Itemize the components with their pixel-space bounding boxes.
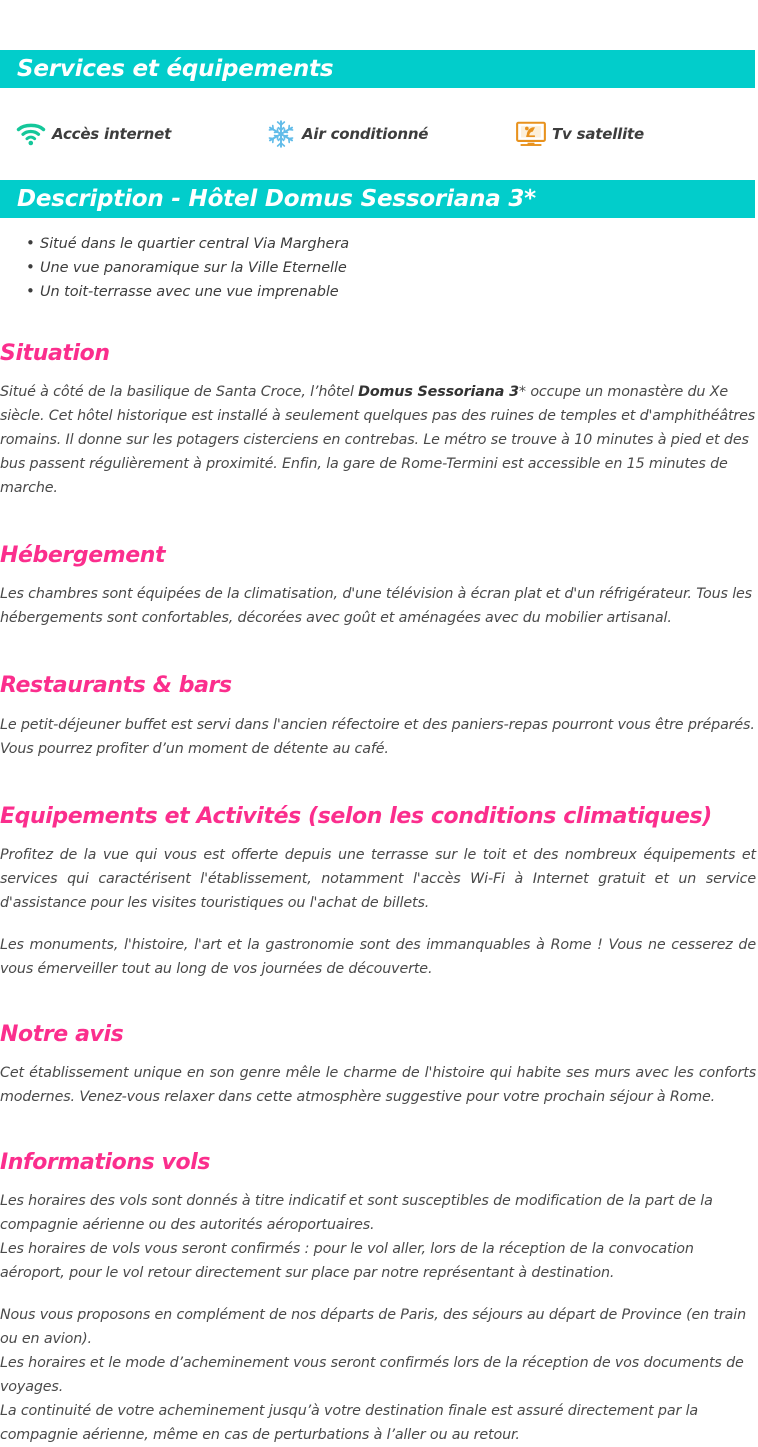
snowflake-icon — [260, 119, 302, 149]
list-item: • Une vue panoramique sur la Ville Eternelle — [40, 256, 758, 280]
wifi-icon — [10, 122, 52, 146]
services-list — [0, 88, 758, 180]
list-item: • Situé dans le quartier central Via Marghera — [40, 232, 758, 256]
section-notre-avis — [0, 1023, 756, 1109]
section-restaurants-bars — [0, 674, 756, 760]
hotel-name-bold: Domus Sessoriana 3 — [358, 384, 519, 400]
section-equipements-activites — [0, 805, 756, 981]
service-item-air-conditionne — [260, 119, 510, 149]
list-item: • Un toit-terrasse avec une vue imprenable — [40, 280, 758, 304]
section-paragraph: Les horaires des vols sont donnés à titre indicatif et sont susceptibles de modification de la part de la compagnie aérienne ou des autorités aéroportuaires. — [0, 1189, 756, 1237]
description-banner-title: Description - Hôtel Domus Sessoriana 3* — [0, 188, 536, 211]
paragraph-suffix: * occupe un monastère du Xe siècle. Cet hôtel historique est installé à seulement quelques pas des ruines de temples et d'amphithéâtres romains. Il donne sur les potagers cisterciens en contrebas. Le métro se trouve à 10 minutes à pied et des bus passent régulièrement à proximité. Enfin, la gare de Rome-Termini est accessible en 15 minutes de marche. — [0, 384, 755, 496]
service-label: Air conditionné — [302, 125, 428, 143]
service-item-tv-satellite — [510, 121, 758, 147]
service-item-acces-internet — [10, 122, 260, 146]
section-title: Informations vols — [0, 1151, 756, 1175]
section-title: Equipements et Activités (selon les conditions climatiques) — [0, 805, 756, 829]
service-label: Tv satellite — [552, 125, 644, 143]
services-banner-title: Services et équipements — [0, 58, 333, 81]
section-paragraph: Profitez de la vue qui vous est offerte depuis une terrasse sur le toit et des nombreux équipements et services qui caractérisent l'établissement, notamment l'accès Wi-Fi à Internet gratuit et un service d'assistance pour les visites touristiques ou l'achat de billets. — [0, 843, 756, 915]
section-paragraph: Nous vous proposons en complément de nos départs de Paris, des séjours au départ de Province (en train ou en avion). — [0, 1303, 756, 1351]
section-title: Hébergement — [0, 544, 756, 568]
paragraph-prefix: Situé à côté de la basilique de Santa Croce, l’hôtel — [0, 384, 358, 400]
section-paragraph: Le petit-déjeuner buffet est servi dans l'ancien réfectoire et des paniers-repas pourront vous être préparés. Vous pourrez profiter d’un moment de détente au café. — [0, 713, 756, 761]
section-hebergement — [0, 544, 756, 630]
section-paragraph: Les horaires de vols vous seront confirmés : pour le vol aller, lors de la réception de la convocation aéroport, pour le vol retour directement sur place par notre représentant à destination. — [0, 1237, 756, 1285]
section-paragraph: Les horaires et le mode d’acheminement vous seront confirmés lors de la réception de vos documents de voyages. — [0, 1351, 756, 1399]
section-paragraph — [0, 380, 756, 500]
satellite-tv-icon — [510, 121, 552, 147]
section-paragraph: Cet établissement unique en son genre mêle le charme de l'histoire qui habite ses murs avec les conforts modernes. Venez-vous relaxer dans cette atmosphère suggestive pour votre prochain séjour à Rome. — [0, 1061, 756, 1109]
section-informations-vols — [0, 1151, 756, 1447]
section-paragraph: Les chambres sont équipées de la climatisation, d'une télévision à écran plat et d'un réfrigérateur. Tous les hébergements sont confortables, décorées avec goût et aménagées avec du mobilier artisanal. — [0, 582, 756, 630]
description-highlights-list — [0, 218, 758, 304]
section-paragraph: Les monuments, l'histoire, l'art et la gastronomie sont des immanquables à Rome ! Vous ne cesserez de vous émerveiller tout au long de vos journées de découverte. — [0, 933, 756, 981]
section-title: Restaurants & bars — [0, 674, 756, 698]
section-paragraph: La continuité de votre acheminement jusqu’à votre destination finale est assuré directement par la compagnie aérienne, même en cas de perturbations à l’aller ou au retour. — [0, 1399, 756, 1447]
section-situation — [0, 342, 756, 500]
section-title: Notre avis — [0, 1023, 756, 1047]
section-title: Situation — [0, 342, 756, 366]
hotel-description-page — [0, 50, 758, 1447]
services-banner — [0, 50, 755, 88]
service-label: Accès internet — [52, 125, 171, 143]
description-banner — [0, 180, 755, 218]
